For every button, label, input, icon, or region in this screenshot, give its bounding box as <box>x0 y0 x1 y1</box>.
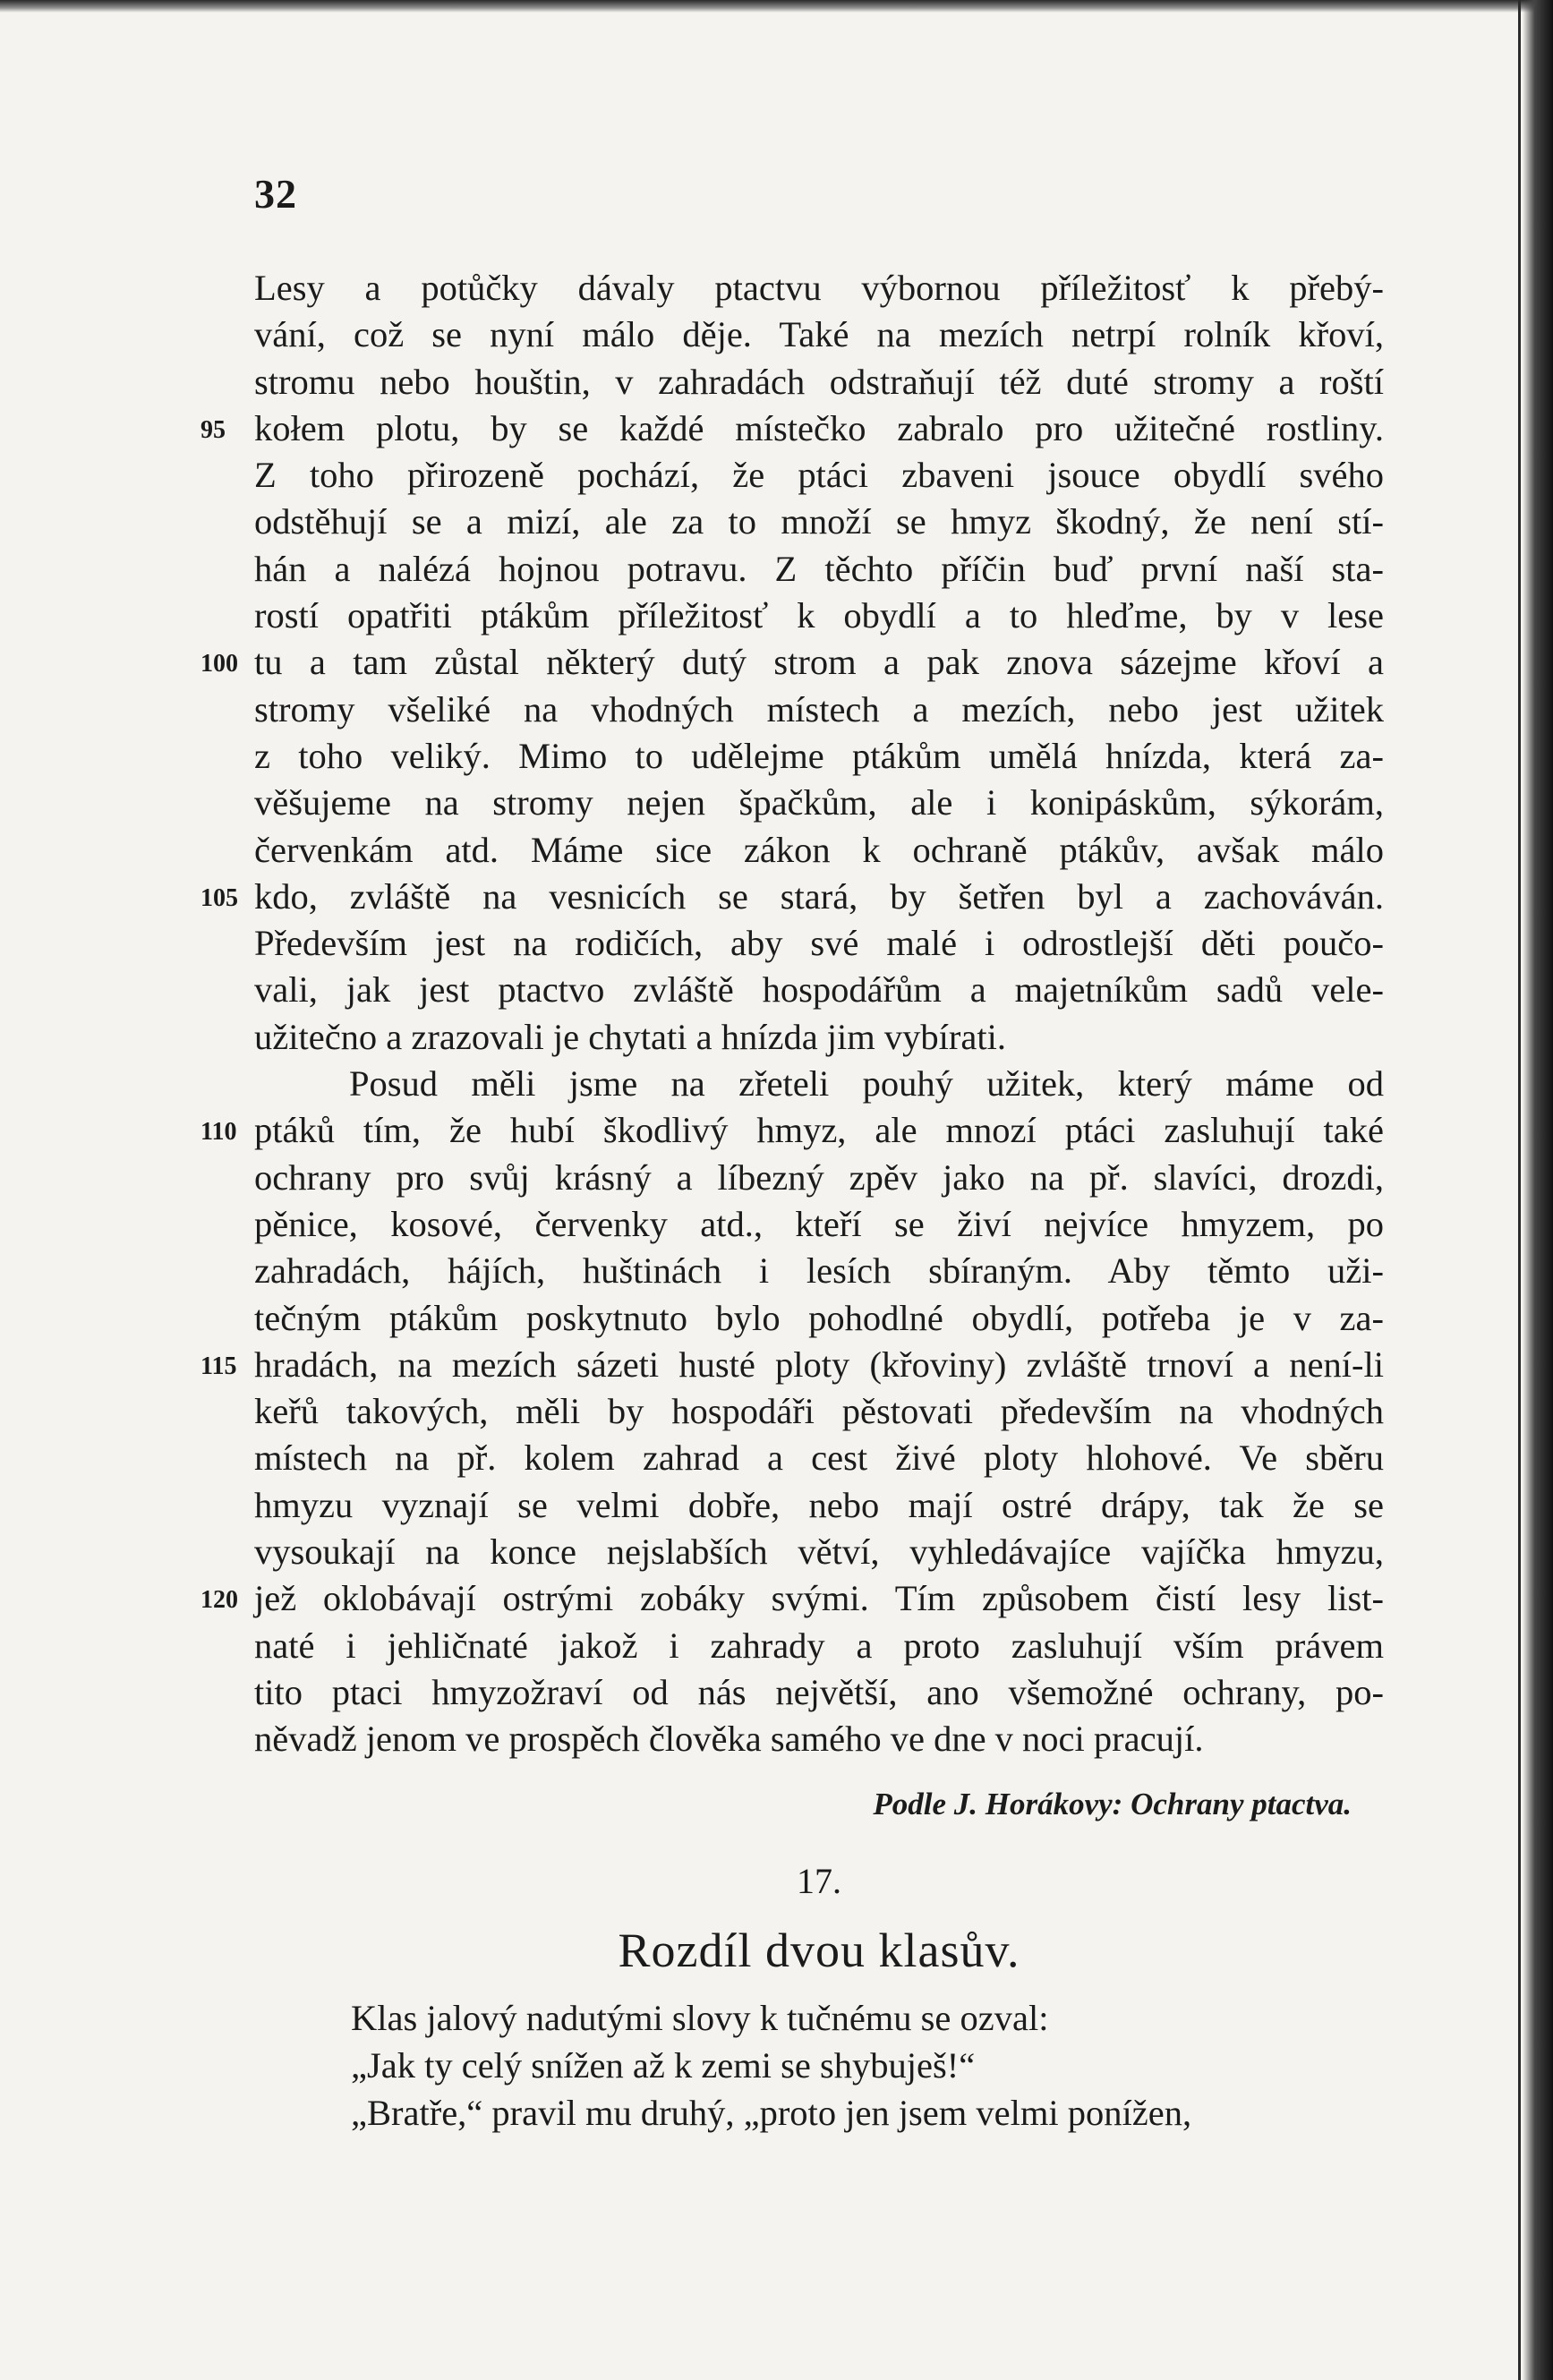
text-line <box>254 920 1384 967</box>
line-text: tu a tam zůstal některý dutý strom a pak znova sázejme křoví a <box>254 642 1384 683</box>
line-text: Především jest na rodičích, aby své malé i odrostlejší děti poučo- <box>254 923 1384 964</box>
poem-line: „Jak ty celý snížen až k zemi se shybuješ!“ <box>351 2045 976 2086</box>
line-text: stromy všeliké na vhodných místech a mezích, nebo jest užitek <box>254 688 1384 729</box>
margin-line-number: 120 <box>201 1586 238 1615</box>
text-line <box>254 1014 1384 1061</box>
text-line <box>254 1529 1384 1575</box>
text-line <box>201 1575 1384 1622</box>
text-line <box>201 1107 1384 1154</box>
text-line <box>201 1342 1384 1388</box>
line-text: stromu nebo houštin, v zahradách odstraňují též duté stromy a roští <box>254 361 1384 402</box>
line-text: keřů takových, měli by hospodáři pěstovati především na vhodných <box>254 1391 1384 1432</box>
poem-line: Klas jalový nadutými slovy k tučnému se ozval: <box>351 1998 1049 2038</box>
line-text: hradách, na mezích sázeti husté ploty (křoviny) zvláště trnoví a není-li <box>254 1344 1384 1385</box>
margin-line-number: 115 <box>201 1352 237 1380</box>
source-citation: Podle J. Horákovy: Ochrany ptactva. <box>873 1787 1352 1821</box>
line-text: Lesy a potůčky dávaly ptactvu výbornou příležitosť k přebý- <box>254 268 1384 308</box>
text-line <box>254 1623 1384 1669</box>
text-line <box>254 1061 1384 1107</box>
text-line <box>254 1716 1384 1762</box>
text-line <box>201 874 1384 920</box>
text-line <box>254 265 1384 311</box>
line-text: hmyzu vyznají se velmi dobře, nebo mají ostré drápy, tak že se <box>254 1484 1384 1525</box>
line-text: místech na př. kolem zahrad a cest živé ploty hlohové. Ve sběru <box>254 1437 1384 1479</box>
section-title: Rozdíl dvou klasův. <box>618 1924 1020 1977</box>
line-text: hán a nalézá hojnou potravu. Z těchto příčin buď první naší sta- <box>254 548 1384 589</box>
text-line <box>254 733 1384 780</box>
poem <box>351 1994 1191 2137</box>
line-text: Posud měli jsme na zřeteli pouhý užitek, který máme od <box>349 1063 1384 1105</box>
text-line <box>254 311 1384 358</box>
text-line <box>254 593 1384 639</box>
text-line <box>254 452 1384 499</box>
line-text: vali, jak jest ptactvo zvláště hospodářům a majetníkům sadů vele- <box>254 969 1384 1011</box>
text-line <box>254 1295 1384 1342</box>
text-line <box>201 639 1384 686</box>
line-text: z toho veliký. Mimo to udělejme ptákům umělá hnízda, která za- <box>254 735 1384 776</box>
line-text: pěnice, kosové, červenky atd., kteří se živí nejvíce hmyzem, po <box>254 1203 1384 1244</box>
line-text: červenkám atd. Máme sice zákon k ochraně ptákův, avšak málo <box>254 829 1384 870</box>
text-line <box>254 1201 1384 1248</box>
scan-right-edge <box>1523 0 1553 2380</box>
line-text: vání, což se nyní málo děje. Také na mezích netrpí rolník křoví, <box>254 314 1384 355</box>
line-text: věšujeme na stromy nejen špačkům, ale i konipáskům, sýkorám, <box>254 782 1384 823</box>
text-line <box>254 1435 1384 1481</box>
margin-line-number: 110 <box>201 1118 237 1147</box>
line-text: Z toho přirozeně pochází, že ptáci zbaveni jsouce obydlí svého <box>254 455 1384 496</box>
line-text: kołem plotu, by se každé místečko zabralo pro užitečné rostliny. <box>254 407 1384 448</box>
text-line <box>254 546 1384 593</box>
scan-top-edge <box>0 0 1553 13</box>
margin-line-number: 105 <box>201 883 238 912</box>
text-line <box>254 499 1384 545</box>
text-line <box>254 687 1384 733</box>
text-line <box>254 967 1384 1013</box>
text-line <box>254 827 1384 874</box>
text-line <box>254 780 1384 826</box>
margin-line-number: 100 <box>201 650 238 678</box>
text-line <box>201 405 1384 452</box>
prose-text <box>201 265 1384 1763</box>
text-line <box>254 1388 1384 1435</box>
line-text: tito ptaci hmyzožraví od nás největší, ano všemožné ochrany, po- <box>254 1671 1384 1712</box>
page-number: 32 <box>254 171 297 217</box>
line-text: něvadž jenom ve prospěch člověka samého ve dne v noci pracují. <box>254 1719 1204 1760</box>
line-text: kdo, zvláště na vesnicích se stará, by šetřen byl a zachováván. <box>254 875 1384 917</box>
line-text: vysoukají na konce nejslabších větví, vyhledávajíce vajíčka hmyzu, <box>254 1531 1384 1573</box>
text-line <box>254 1669 1384 1716</box>
line-text: jež oklobávají ostrými zobáky svými. Tím způsobem čistí lesy list- <box>254 1578 1384 1619</box>
line-text: ochrany pro svůj krásný a líbezný zpěv jako na př. slavíci, drozdi, <box>254 1156 1384 1198</box>
line-text: ptáků tím, že hubí škodlivý hmyz, ale mnozí ptáci zasluhují také <box>254 1110 1384 1151</box>
text-line <box>254 1248 1384 1294</box>
line-text: naté i jehličnaté jakož i zahrady a proto zasluhují vším právem <box>254 1625 1384 1666</box>
text-line <box>254 1155 1384 1201</box>
text-line <box>254 359 1384 405</box>
line-text: odstěhují se a mizí, ale za to množí se hmyz škodný, že není stí- <box>254 501 1384 542</box>
text-line <box>254 1482 1384 1529</box>
line-text: rostí opatřiti ptákům příležitosť k obydlí a to hleďme, by v lese <box>254 595 1384 636</box>
poem-line: „Bratře,“ pravil mu druhý, „proto jen jsem velmi ponížen, <box>351 2093 1192 2133</box>
margin-line-number: 95 <box>201 415 226 444</box>
line-text: užitečno a zrazovali je chytati a hnízda jim vybírati. <box>254 1016 1007 1057</box>
section-number: 17. <box>797 1861 841 1901</box>
scan-right-border <box>1518 0 1521 2380</box>
line-text: zahradách, hájích, huštinách i lesích sbíraným. Aby těmto uži- <box>254 1250 1384 1292</box>
line-text: tečným ptákům poskytnuto bylo pohodlné obydlí, potřeba je v za- <box>254 1297 1384 1338</box>
